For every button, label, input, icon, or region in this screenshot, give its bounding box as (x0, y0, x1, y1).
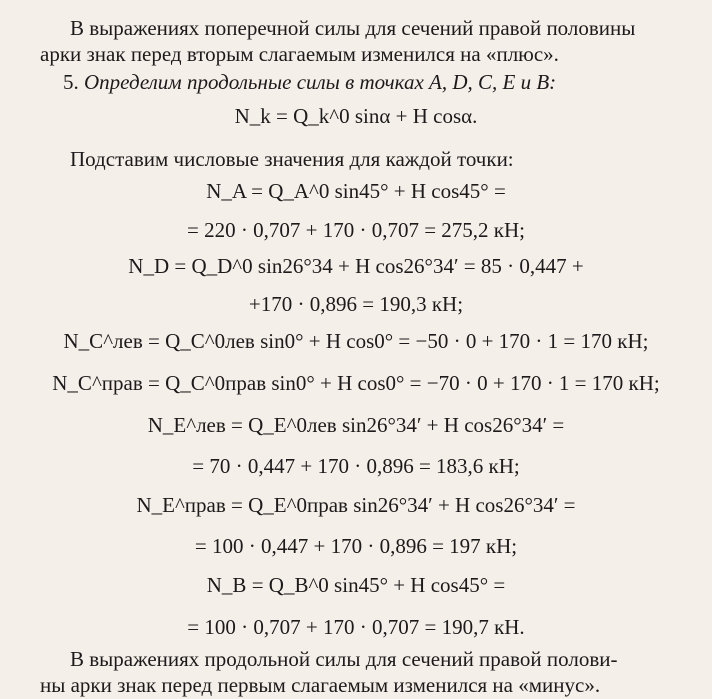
intro-line-2: арки знак перед вторым слагаемым изменился на «плюс». (40, 42, 559, 66)
formula-nc-left: N_C^лев = Q_C^0лев sin0° + H cos0° = −50 · 0 + 170 · 1 = 170 кН; (63, 329, 649, 353)
step-5 (63, 68, 556, 96)
step-number: 5. (63, 70, 79, 94)
substitute-text: Подставим числовые значения для каждой точки: (70, 147, 514, 171)
outro-line-1: В выражениях продольной силы для сечений правой полови- (70, 647, 618, 671)
step-text: Определим продольные силы в точках A, D, C, E и B: (84, 70, 557, 94)
formula-na-1: N_A = Q_A^0 sin45° + H cos45° = (206, 179, 506, 203)
formula-nk: N_k = Q_k^0 sinα + H cosα. (234, 104, 478, 128)
formula-na-2: = 220 · 0,707 + 170 · 0,707 = 275,2 кН; (187, 218, 525, 242)
formula-nd-2: +170 · 0,896 = 190,3 кН; (248, 292, 464, 316)
formula-nc-right: N_C^прав = Q_C^0прав sin0° + H cos0° = −70 · 0 + 170 · 1 = 170 кН; (52, 371, 660, 395)
formula-ne-left-2: = 70 · 0,447 + 170 · 0,896 = 183,6 кН; (192, 454, 520, 478)
outro-line-2: ны арки знак перед первым слагаемым изменился на «минус». (40, 673, 601, 697)
formula-nb-2: = 100 · 0,707 + 170 · 0,707 = 190,7 кН. (187, 615, 525, 639)
formula-ne-right-2: = 100 · 0,447 + 170 · 0,896 = 197 кН; (194, 534, 518, 558)
formula-nb-1: N_B = Q_B^0 sin45° + H cos45° = (206, 573, 506, 597)
formula-ne-left-1: N_E^лев = Q_E^0лев sin26°34′ + H cos26°34′ = (147, 413, 565, 437)
formula-nd-1: N_D = Q_D^0 sin26°34 + H cos26°34′ = 85 · 0,447 + (128, 254, 584, 278)
intro-line-1: В выражениях поперечной силы для сечений правой половины (70, 16, 636, 40)
formula-ne-right-1: N_E^прав = Q_E^0прав sin26°34′ + H cos26°34′ = (136, 493, 576, 517)
